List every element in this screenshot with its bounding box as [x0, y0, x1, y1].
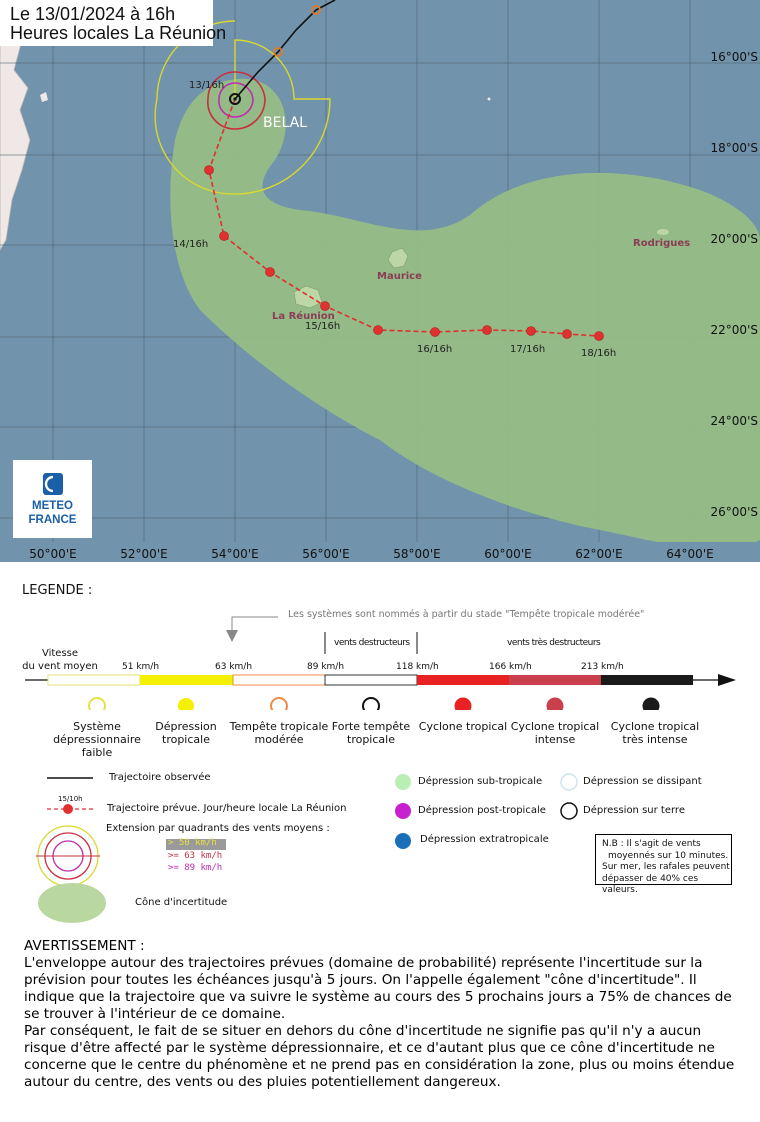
- posttropical-label: Dépression post-tropicale: [418, 805, 546, 816]
- naming-note-bracket: [232, 617, 278, 640]
- header-box: [0, 0, 227, 46]
- time-label: 13/16h: [189, 80, 225, 91]
- warning-title: AVERTISSEMENT :: [24, 938, 145, 954]
- very-destructive-label: vents très destructeurs: [507, 638, 601, 648]
- header-date: Le 13/01/2024 à 16h: [10, 4, 176, 24]
- band-weak: [48, 675, 140, 685]
- naming-note: Les systèmes sont nommés à partir du stade "Tempête tropicale modérée": [288, 609, 645, 620]
- forecast-point: [595, 332, 604, 341]
- warning-paragraph-1: L'enveloppe autour des trajectoires prévues (domaine de probabilité) représente l'incertitude sur la prévision pour toutes les échéances jusqu'à 5 jours. On l'appelle également "cône d'incertitude". Il indique que la trajectoire que va suivre le système au cours des 5 prochains jours a 75% de chances de se trouver à l'intérieur de ce domaine.: [24, 955, 732, 1022]
- category-label-line: modérée: [254, 733, 304, 746]
- header-timezone: Heures locales La Réunion: [10, 23, 227, 43]
- lat-label: 22°00'S: [710, 323, 758, 337]
- band-severe-storm: [325, 675, 417, 685]
- category-icon-cyclone: [455, 698, 472, 711]
- category-label: [321, 720, 421, 746]
- category-label: [229, 720, 329, 746]
- forecast-point: [321, 302, 330, 311]
- category-label-line: Cyclone tropical: [610, 720, 700, 733]
- meteo-france-logo: [13, 460, 92, 538]
- storm-name: BELAL: [263, 115, 307, 131]
- island-rodrigues: [657, 229, 669, 235]
- extratropical-icon: [395, 833, 411, 849]
- subtropical-label: Dépression sub-tropicale: [418, 776, 543, 787]
- forecast-point: [266, 268, 275, 277]
- category-icon-weak: [89, 698, 105, 710]
- observed-track-label: Trajectoire observée: [109, 772, 211, 783]
- category-label: [605, 720, 705, 746]
- lon-label: 62°00'E: [575, 547, 623, 561]
- category-label-line: très intense: [622, 733, 688, 746]
- category-label-line: Dépression: [155, 720, 217, 733]
- lon-label: 64°00'E: [666, 547, 714, 561]
- category-label-line: Cyclone tropical: [418, 720, 508, 733]
- category-label-line: Cyclone tropical: [510, 720, 600, 733]
- lat-label: 24°00'S: [710, 414, 758, 428]
- forecast-point: [220, 232, 229, 241]
- category-label-line: Système: [73, 720, 121, 733]
- forecast-point: [431, 328, 440, 337]
- forecast-track-label: Trajectoire prévue. Jour/heure locale La Réunion: [107, 803, 347, 814]
- lat-label: 16°00'S: [710, 50, 758, 64]
- band-very-intense-cyclone: [601, 675, 693, 685]
- category-icon-very-intense-cyclone: [643, 698, 660, 711]
- posttropical-icon: [395, 803, 411, 819]
- forecast-point: [483, 326, 492, 335]
- lon-label: 60°00'E: [484, 547, 532, 561]
- place-reunion: La Réunion: [272, 311, 335, 322]
- lon-label: 54°00'E: [211, 547, 259, 561]
- category-icon-moderate-storm: [271, 698, 287, 710]
- cone-label: Cône d'incertitude: [135, 897, 228, 908]
- lon-label: 58°00'E: [393, 547, 441, 561]
- category-label-line: intense: [534, 733, 576, 746]
- threshold-label: 89 km/h: [307, 662, 345, 672]
- wind63-label: >= 63 km/h: [168, 851, 223, 861]
- band-intense-cyclone: [509, 675, 601, 685]
- category-label: [136, 720, 236, 746]
- category-label-line: dépressionnaire: [53, 733, 141, 746]
- lat-label: 18°00'S: [710, 141, 758, 155]
- lat-label: 26°00'S: [710, 505, 758, 519]
- category-label-line: Forte tempête: [331, 720, 411, 733]
- destructive-label: vents destructeurs: [334, 638, 410, 648]
- time-label: 18/16h: [581, 348, 617, 359]
- place-rodrigues: Rodrigues: [633, 238, 691, 249]
- lon-label: 56°00'E: [302, 547, 350, 561]
- time-label: 14/16h: [173, 239, 209, 250]
- islet: [488, 98, 491, 101]
- overland-label: Dépression sur terre: [583, 805, 685, 816]
- forecast-point-sample: [63, 804, 73, 814]
- nb-line: moyennés sur 10 minutes.: [608, 850, 729, 861]
- extratropical-label: Dépression extratropicale: [420, 834, 549, 845]
- threshold-label: 51 km/h: [122, 662, 160, 672]
- logo-line2: FRANCE: [28, 514, 77, 526]
- dissipating-icon: [561, 774, 577, 790]
- cone-sample: [38, 883, 106, 923]
- threshold-label: 166 km/h: [489, 662, 532, 672]
- wind89-label: >= 89 km/h: [168, 863, 223, 873]
- overland-icon: [561, 803, 577, 819]
- naming-note-arrow: [226, 630, 238, 642]
- wind50-label: > 50 km/h: [168, 838, 217, 848]
- wind-axis-label-1: Vitesse: [41, 648, 79, 659]
- category-icon-intense-cyclone: [547, 698, 564, 711]
- category-icon-severe-storm: [363, 698, 379, 710]
- band-moderate-storm: [233, 675, 325, 685]
- category-label-line: tropicale: [162, 733, 210, 746]
- wind-axis-label-2: du vent moyen: [22, 661, 98, 672]
- category-label: [505, 720, 605, 746]
- forecast-sample-time: 15/10h: [58, 795, 83, 803]
- category-label-line: tropicale: [347, 733, 395, 746]
- category-label-line: faible: [81, 746, 113, 759]
- lon-label-band: [0, 542, 760, 562]
- time-label: 15/16h: [305, 321, 341, 332]
- band-depression: [140, 675, 233, 685]
- forecast-point: [563, 330, 572, 339]
- lon-label: 52°00'E: [120, 547, 168, 561]
- forecast-point: [527, 327, 536, 336]
- nb-note: [595, 834, 732, 895]
- warning-paragraph-2: Par conséquent, le fait de se situer en dehors du cône d'incertitude ne signifie pas qu'il n'y a aucun risque d'être affecté par le système dépressionnaire, et ce d'autant plus que ce cône d'incertitude ne concerne que le centre du phénomène et ne prend pas en considération la zone, plus ou moins étendue autour du centre, des vents ou des pluies potentiellement dangereux.: [24, 1023, 735, 1090]
- warning-block: [24, 938, 736, 1091]
- category-icon-depression: [178, 698, 194, 710]
- lat-label: 20°00'S: [710, 232, 758, 246]
- extension-label: Extension par quadrants des vents moyens :: [106, 823, 330, 834]
- threshold-label: 118 km/h: [396, 662, 439, 672]
- threshold-label: 213 km/h: [581, 662, 624, 672]
- nb-line: dépasser de 40% ces valeurs.: [602, 873, 699, 895]
- forecast-point: [374, 326, 383, 335]
- band-cyclone: [417, 675, 509, 685]
- place-maurice: Maurice: [377, 271, 422, 282]
- time-label: 16/16h: [417, 344, 453, 355]
- category-label: [413, 720, 513, 733]
- forecast-point: [205, 166, 214, 175]
- time-label: 17/16h: [510, 344, 546, 355]
- meteo-france-logo-icon: [42, 472, 64, 496]
- category-label: [47, 720, 147, 759]
- nb-line: N.B : Il s'agit de vents: [602, 839, 701, 849]
- logo-line1: METEO: [32, 500, 73, 512]
- category-label-line: Tempête tropicale: [229, 720, 329, 733]
- legend-title: LEGENDE :: [22, 583, 93, 598]
- threshold-label: 63 km/h: [215, 662, 253, 672]
- lon-label: 50°00'E: [29, 547, 77, 561]
- nb-line: Sur mer, les rafales peuvent: [602, 862, 730, 872]
- current-position-dot: [233, 97, 236, 100]
- subtropical-icon: [395, 774, 411, 790]
- scale-arrow: [718, 674, 736, 686]
- dissipating-label: Dépression se dissipant: [583, 776, 702, 787]
